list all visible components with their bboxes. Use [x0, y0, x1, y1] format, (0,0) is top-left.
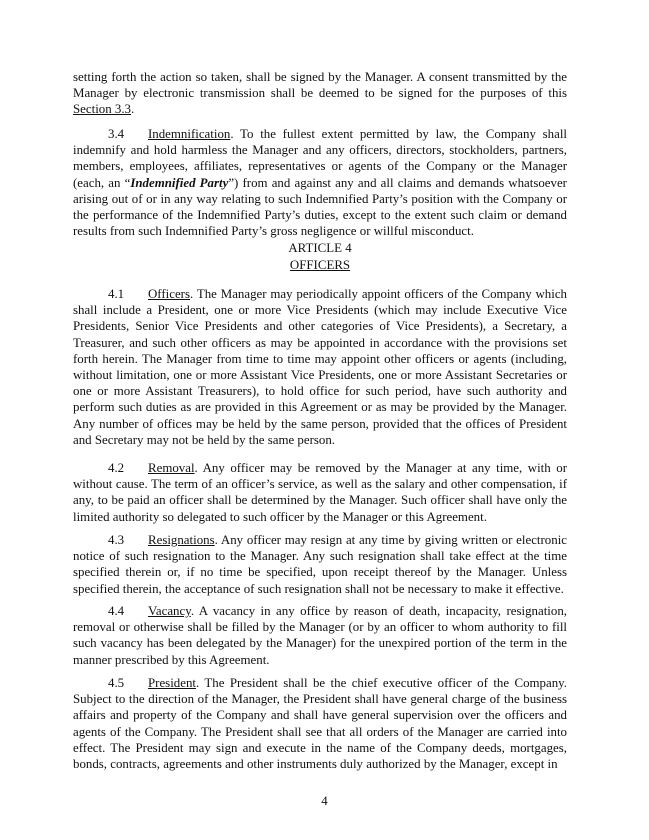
section-4-4-paragraph: 4.4 Vacancy. A vacancy in any office by reason of death, incapacity, resignation, removal or otherwise shall be filled by the Manager (or by an officer to whom authority to fill such vacancy has been delegated by the Manager) for the unexpired portion of the term in the manner prescribed by this Agreement. — [73, 604, 567, 667]
section-4-2-paragraph: 4.2 Removal. Any officer may be removed by the Manager at any time, with or without cause. The term of an officer’s service, as well as the salary and other compensation, if any, to be paid an officer shall be determined by the Manager. Such officer shall have only the limited authority so delegated to such officer by the Manager or this Agreement. — [73, 461, 567, 524]
section-3-4-paragraph: 3.4 Indemnification. To the fullest extent permitted by law, the Company shall indemnify and hold harmless the Manager and any officers, directors, stockholders, partners, members, employees, affiliates, representatives or agents of the Company or the Manager (each, an “Indemnified Party”) from and against any and all claims and demands whatsoever arising out of or in any way relating to such Indemnified Party’s position with the Company or the performance of the Indemnified Party’s duties, except to the extent such claim or demand results from such Indemnified Party’s gross negligence or willful misconduct. — [73, 127, 567, 239]
section-number: 4.1 — [108, 287, 125, 301]
section-heading: Indemnification — [148, 127, 231, 141]
section-heading: Removal — [148, 461, 195, 475]
section-number: 3.4 — [108, 127, 125, 141]
section-heading: President — [148, 676, 196, 690]
section-4-3-paragraph: 4.3 Resignations. Any officer may resign at any time by giving written or electronic notice of such resignation to the Manager. Any such resignation shall take effect at the time specified therein or, if no time be specified, upon receipt thereof by the Manager. Unless specified therein, the acceptance of such resignation shall not be necessary to make it effective. — [73, 533, 567, 596]
section-number: 4.2 — [108, 461, 125, 475]
page-number: 4 — [321, 794, 328, 808]
paragraph-continuation: setting forth the action so taken, shall be signed by the Manager. A consent transmitted by the Manager by electronic transmission shall be deemed to be signed for the purposes of this Section 3.3. — [73, 70, 567, 117]
defined-term: Indemnified Party — [130, 175, 229, 190]
intro-text: setting forth the action so taken, shall be signed by the Manager. A consent transmitted by the Manager by electronic transmission shall be deemed to be signed for the purposes of this — [73, 70, 567, 101]
article-title: ARTICLE 4 — [288, 241, 352, 255]
section-heading: Officers — [148, 287, 190, 301]
section-3-3-reference: Section 3.3 — [73, 102, 132, 117]
section-heading: Resignations — [148, 533, 215, 547]
article-subtitle: OFFICERS — [289, 258, 351, 272]
section-4-1-paragraph: 4.1 Officers. The Manager may periodically appoint officers of the Company which shall include a President, one or more Vice Presidents (which may include Executive Vice Presidents, Senior Vice Presidents and other categories of Vice Presidents), a Secretary, a Treasurer, and such other officers as may be appointed in accordance with the provisions set forth herein. The Manager from time to time may appoint other officers or agents (including, without limitation, one or more Assistant Vice Presidents, one or more Assistant Secretaries or one or more Assistant Treasurers), to hold office for such period, have such authority and perform such duties as are provided in this Agreement or as may be provided by the Manager. Any number of offices may be held by the same person, provided that the offices of President and Secretary may not be held by the same person. — [73, 287, 567, 447]
section-heading: Vacancy — [148, 604, 191, 618]
section-4-5-paragraph: 4.5 President. The President shall be the chief executive officer of the Company. Subject to the direction of the Manager, the President shall have general charge of the business affairs and property of the Company and shall have general supervision over the officers and agents of the Company. The President shall see that all orders of the Manager are carried into effect. The President may sign and execute in the name of the Company deeds, mortgages, bonds, contracts, agreements and other instruments duly authorized by the Manager, except in — [73, 676, 567, 772]
section-number: 4.4 — [108, 604, 125, 618]
section-number: 4.5 — [108, 676, 125, 690]
section-number: 4.3 — [108, 533, 125, 547]
